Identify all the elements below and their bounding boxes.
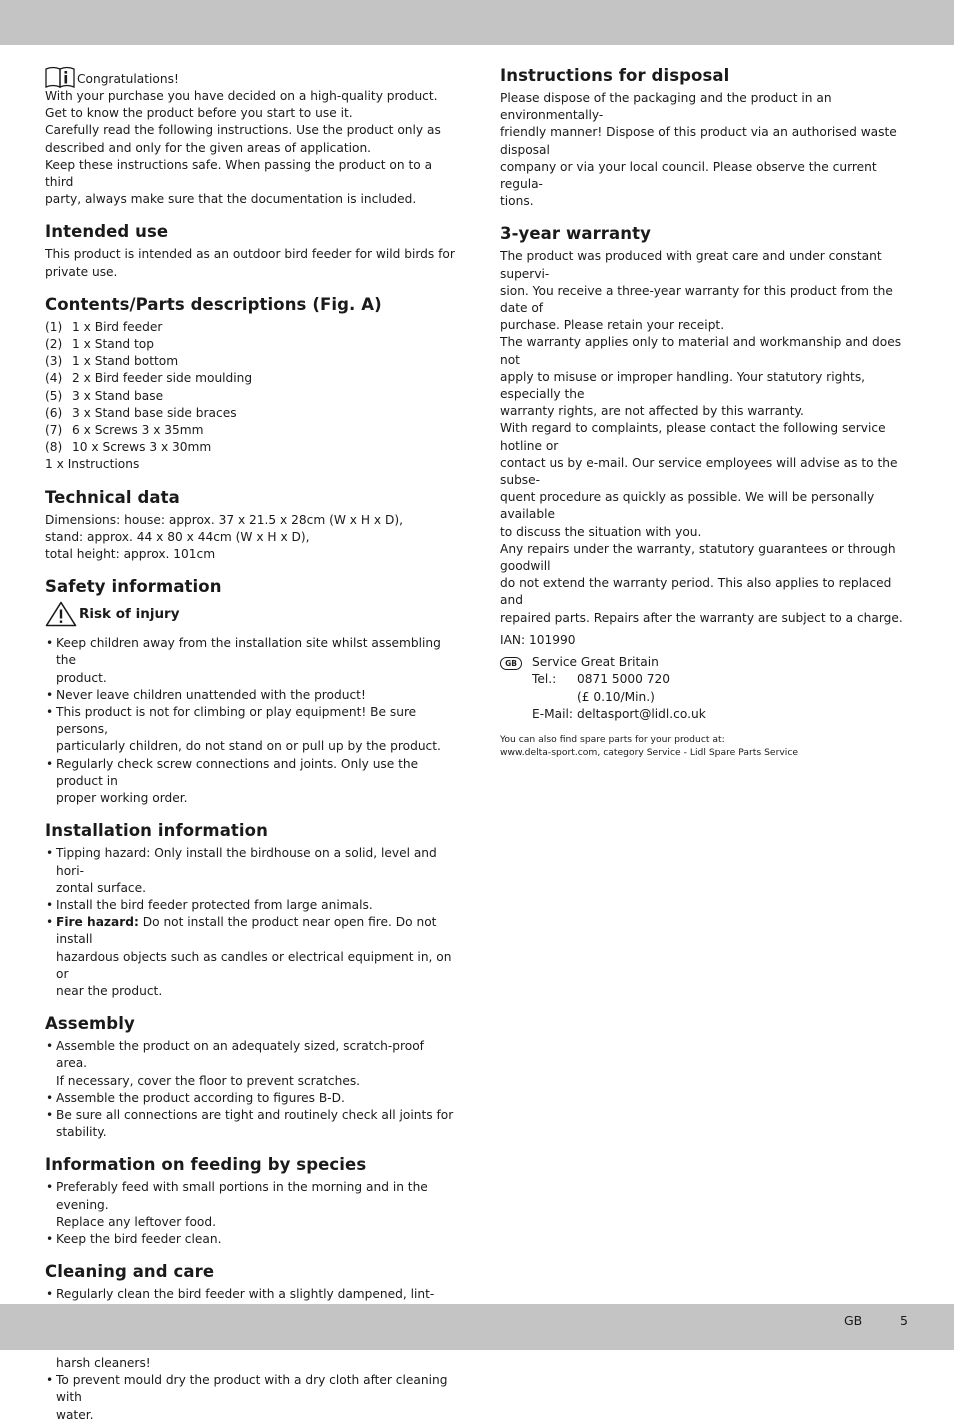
warranty-line: sion. You receive a three-year warranty for this product from the date of	[500, 283, 893, 316]
intro-line: Get to know the product before you start to use it.	[45, 106, 353, 121]
congrats-text: Congratulations!	[77, 71, 179, 86]
technical-line: stand: approx. 44 x 80 x 44cm (W x H x D),	[45, 529, 310, 544]
intro-line: With your purchase you have decided on a high-quality product.	[45, 89, 438, 103]
assembly-heading: Assembly	[45, 1014, 135, 1034]
warranty-line: Any repairs under the warranty, statutory guarantees or through goodwill	[500, 541, 896, 574]
parts-item: (4) 2 x Bird feeder side moulding	[45, 371, 253, 386]
list-item: • This product is not for climbing or play equipment! Be sure persons, particularly children, do not stand on or pull up by the product.	[45, 704, 457, 756]
intended-use-section	[45, 222, 457, 280]
footer-bar	[0, 1304, 954, 1350]
email-address: deltasport@lidl.co.uk	[577, 706, 706, 721]
list-item: • Regularly check screw connections and joints. Only use the product in proper working order.	[45, 756, 457, 808]
safety-list	[45, 635, 457, 807]
safety-heading: Safety information	[45, 577, 222, 597]
intro-line: party, always make sure that the documentation is included.	[45, 192, 417, 207]
cleaning-heading: Cleaning and care	[45, 1262, 215, 1282]
tel-price: (£ 0.10/Min.)	[577, 689, 655, 704]
warranty-line: repaired parts. Repairs after the warranty are subject to a charge.	[500, 610, 903, 625]
technical-heading: Technical data	[45, 487, 180, 507]
spare-parts-note: You can also find spare parts for your product at: www.delta-sport.com, category Service - Lidl Spare Parts Service	[500, 733, 799, 758]
warning-title: Risk of injury	[79, 605, 180, 622]
intro-line: Carefully read the following instructions. Use the product only as	[45, 123, 441, 138]
info-book-icon	[45, 66, 75, 88]
list-item: • Preferably feed with small portions in the morning and in the evening. Replace any leftover food.	[45, 1179, 457, 1231]
list-item: • Be sure all connections are tight and routinely check all joints for stability.	[45, 1107, 457, 1141]
footer-language: GB	[844, 1313, 863, 1328]
warning-row	[45, 601, 457, 627]
warranty-section	[500, 224, 912, 649]
technical-line: total height: approx. 101cm	[45, 547, 216, 562]
technical-line: Dimensions: house: approx. 37 x 21.5 x 28cm (W x H x D),	[45, 512, 403, 527]
parts-item: (6) 3 x Stand base side braces	[45, 405, 237, 420]
parts-extra: 1 x Instructions	[45, 457, 140, 472]
warranty-heading: 3-year warranty	[500, 224, 651, 244]
gb-country-badge: GB	[500, 657, 522, 670]
assembly-section	[45, 1014, 457, 1141]
intro-section	[45, 66, 457, 208]
assembly-list	[45, 1038, 457, 1141]
warning-triangle-icon	[45, 601, 77, 627]
feeding-heading: Information on feeding by species	[45, 1155, 367, 1175]
warranty-line: to discuss the situation with you.	[500, 524, 702, 539]
service-title: Service Great Britain	[532, 655, 659, 670]
parts-item: (2) 1 x Stand top	[45, 337, 155, 352]
feeding-list	[45, 1179, 457, 1248]
list-item: • Keep children away from the installation site whilst assembling the product.	[45, 635, 457, 687]
parts-item: (7) 6 x Screws 3 x 35mm	[45, 423, 204, 438]
right-column	[500, 66, 912, 759]
safety-section	[45, 577, 457, 807]
parts-item: (8) 10 x Screws 3 x 30mm	[45, 440, 212, 455]
warranty-line: The product was produced with great care and under constant supervi-	[500, 249, 882, 281]
tel-number: 0871 5000 720	[577, 672, 671, 687]
list-item: • Fire hazard: Do not install the product near open fire. Do not install hazardous objects such as candles or electrical equipment in, on or near the product.	[45, 914, 457, 1000]
warranty-line: contact us by e-mail. Our service employees will advise as to the subse-	[500, 455, 898, 488]
installation-heading: Installation information	[45, 821, 268, 841]
list-item: • To prevent mould dry the product with a dry cloth after cleaning with water.	[45, 1372, 457, 1424]
list-item: • Regularly clean the bird feeder with a slightly dampened, lint-	[45, 1286, 457, 1320]
disposal-heading: Instructions for disposal	[500, 66, 730, 85]
intended-use-line: This product is intended as an outdoor bird feeder for wild birds for	[45, 247, 455, 262]
installation-section	[45, 821, 457, 1000]
disposal-line: friendly manner! Dispose of this product via an authorised waste disposal	[500, 125, 897, 157]
service-block	[500, 654, 912, 723]
disposal-line: Please dispose of the packaging and the product in an environmentally-	[500, 91, 832, 123]
warranty-line: The warranty applies only to material and workmanship and does not	[500, 335, 902, 367]
left-column	[45, 66, 457, 1424]
list-item: • Install the bird feeder protected from large animals.	[45, 897, 457, 914]
header-bar	[0, 0, 954, 45]
warranty-line: warranty rights, are not affected by this warranty.	[500, 404, 804, 419]
warranty-line: apply to misuse or improper handling. Your statutory rights, especially the	[500, 369, 866, 402]
disposal-line: tions.	[500, 194, 534, 209]
warranty-line: quent procedure as quickly as possible. We will be personally available	[500, 490, 875, 522]
list-item: • Keep the bird feeder clean.	[45, 1231, 457, 1248]
warranty-line: purchase. Please retain your receipt.	[500, 318, 725, 333]
intro-line: Keep these instructions safe. When passing the product on to a third	[45, 157, 433, 190]
contents-section	[45, 295, 457, 474]
parts-item: (3) 1 x Stand bottom	[45, 354, 179, 369]
warranty-line: do not extend the warranty period. This also applies to replaced and	[500, 576, 892, 608]
email-label: E-Mail:	[532, 706, 573, 721]
technical-section	[45, 488, 457, 564]
feeding-section	[45, 1155, 457, 1248]
intro-line: described and only for the given areas of application.	[45, 140, 372, 155]
intended-use-heading: Intended use	[45, 222, 169, 242]
ian-number: IAN: 101990	[500, 632, 576, 647]
list-item: • Tipping hazard: Only install the birdhouse on a solid, level and hori- zontal surface.	[45, 845, 457, 897]
parts-item: (5) 3 x Stand base	[45, 388, 164, 403]
contents-heading: Contents/Parts descriptions (Fig. A)	[45, 294, 382, 314]
disposal-line: company or via your local council. Please observe the current regula-	[500, 159, 877, 192]
installation-list	[45, 845, 457, 1000]
page-number: 5	[900, 1313, 908, 1328]
parts-item: (1) 1 x Bird feeder	[45, 319, 163, 334]
list-item: • Assemble the product on an adequately sized, scratch-proof area. If necessary, cover the floor to prevent scratches.	[45, 1038, 457, 1090]
list-item: • harsh cleaners!	[45, 1321, 457, 1373]
intended-use-line: private use.	[45, 264, 118, 279]
disposal-section	[500, 66, 912, 210]
list-item: • Assemble the product according to figures B-D.	[45, 1090, 457, 1107]
list-item: • Never leave children unattended with the product!	[45, 687, 457, 704]
warranty-line: With regard to complaints, please contact the following service hotline or	[500, 421, 886, 453]
tel-label: Tel.:	[532, 672, 557, 687]
